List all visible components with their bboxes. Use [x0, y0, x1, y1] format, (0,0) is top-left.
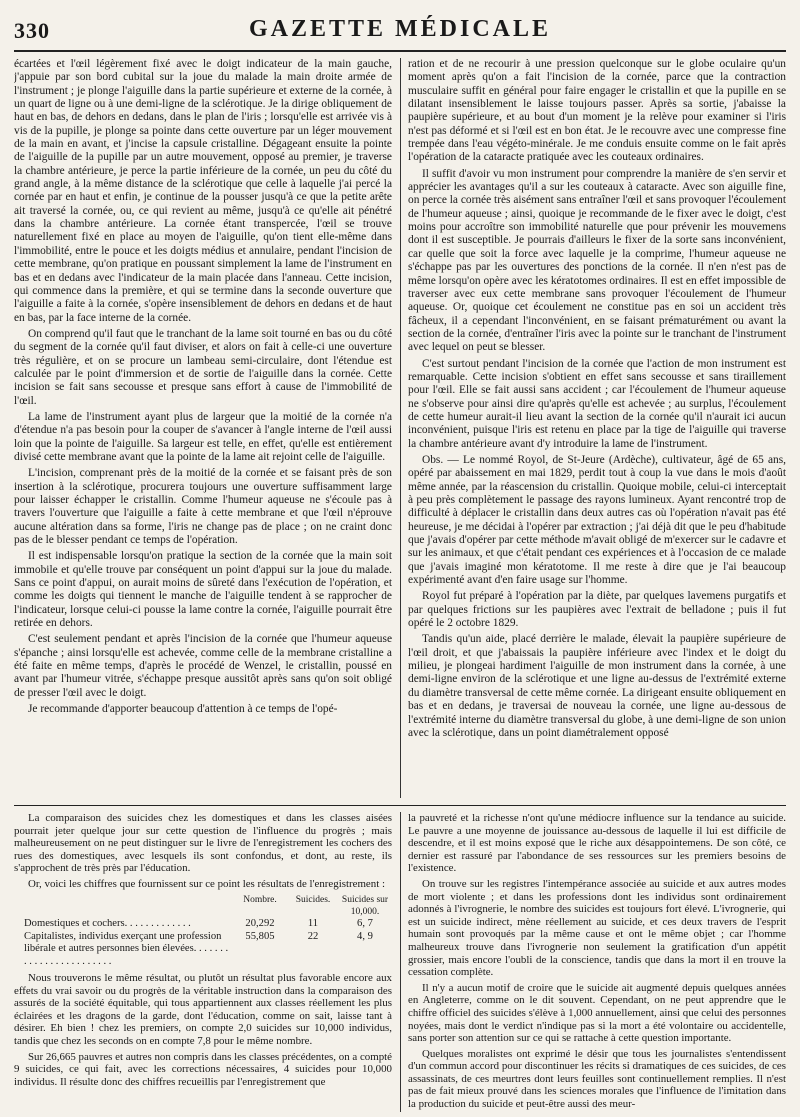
row-label: Domestiques et cochers. . . . . . . . . . . . . [24, 918, 191, 930]
header-number: Nombre. [243, 894, 277, 905]
paragraph: Royol fut préparé à l'opération par la diète, par quelques lavemens purgatifs et par quelques frictions sur les paupières avec l'extrait de belladone ; puis il fut opéré le 2 octobre 1829. [408, 590, 786, 630]
header-suicides: Suicides. [295, 894, 331, 905]
paragraph: Or, voici les chiffres que fournissent sur ce point les résultats de l'enregistrement : [28, 877, 385, 890]
article-columns [14, 58, 786, 798]
paragraph: L'incision, comprenant près de la moitié de la cornée et se faisant près de son insertion à la sclérotique, procurera toujours une ouverture suffisamment large pour laisser échapper le cristallin. Comme l'humeur aqueuse ne s'écoule pas à travers l'ouverture que l'aiguille a faite à cette membrane et que l'œil n'éprouve aucune altération dans sa forme, l'iris ne change pas de place ; on ne craint donc pas de le blesser pendant ce temps de l'opération. [14, 467, 392, 547]
paragraph: la pauvreté et la richesse n'ont qu'une médiocre influence sur la tendance au suicide. Le pauvre a une moyenne de jouissance au-dessous de laquelle il lui est difficile de descendre, et il est moins exposé que le riche aux désappointemens. De son côté, ce dernier est rassuré par l'abondance de ses ressources sur les premiers besoins de l'existence. [408, 812, 786, 875]
paragraph: Je recommande d'apporter beaucoup d'attention à ce temps de l'opé- [28, 703, 338, 716]
right-column [408, 58, 786, 798]
paragraph: Il suffit d'avoir vu mon instrument pour comprendre la manière de s'en servir et apprécier les avantages qu'il a sur les couteaux à cataracte. Avec son aiguille fine, on perce la cornée très aisément sans entraîner l'œil et sans provoquer l'écoulement de l'humeur aqueuse ; ainsi, quoique je recommande de le fixer avec le doigt, c'est moins pour accroître son immobilité naturelle que pour prévenir les mouvemens dont il est susceptible. Je pourrais d'ailleurs le fixer de la sorte sans inconvénient, car quelle que soit la force avec laquelle je la comprime, l'humeur aqueuse ne s'échappe pas par les ouvertures des ponctions de la cornée. Il n'en n'est pas de même lorsqu'on opère avec les kératotomes ordinaires. Il est en effet impossible de traverser avec eux cette membrane sans provoquer l'écoulement de l'humeur aqueuse. Or, quoique cet écoulement ne constitue pas en soi un accident très fâcheux, il a cependant l'inconvénient, en se faisant prématurément ou avant la section de la cornée, d'entraîner l'iris avec la pointe sur le tranchant de l'instrument avec lequel on peut se blesser. [408, 167, 786, 354]
left-column [14, 58, 392, 798]
page-header [14, 10, 786, 52]
paragraph: C'est surtout pendant l'incision de la cornée que l'action de mon instrument est remarquable. Cette incision s'obtient en effet sans secousse et sans tiraillement pour l'œil. Elle se fait aussi sans accident ; car l'écoulement de l'humeur aqueuse ne s'observe pour ainsi dire qu'après qu'elle est achevée ; au surplus, l'écoulement de cette humeur aurait-il lieu avant la section de la cornée qu'il n'aurait ici aucun inconvénient, puisque l'iris est retenu en place par la tige de l'aiguille qui traverse la chambre antérieure avant d'y introduire la lame de l'instrument. [408, 357, 786, 450]
section-separator [14, 805, 786, 806]
column-divider [400, 58, 401, 798]
row-per-10000: 6, 7 [357, 918, 373, 930]
journal-title: GAZETTE MÉDICALE [248, 16, 552, 42]
paragraph: ration et de ne recourir à une pression quelconque sur le globe oculaire qu'un moment après qu'on a fait l'incision de la cornée, parce que la contraction musculaire suffit en général pour faire engager le cristallin et que la pupille en se dilatant insensiblement le laisse toujours passer. Après sa sortie, j'abaisse la paupière supérieure, et au bout d'un moment je la relève pour examiner si l'iris n'est pas déformé et si l'œil est en bon état. Je le recouvre avec une compresse fine trempée dans l'eau végéto-minérale. Je me conduis ensuite comme on le fait après l'opération de la cataracte pratiquée avec les couteaux ordinaires. [408, 58, 786, 164]
bottom-article-columns [14, 812, 786, 1112]
paragraph: Il est indispensable lorsqu'on pratique la section de la cornée que la main soit immobile et qu'elle trouve par conséquent un point d'appui sur la joue du malade. Sans ce point d'appui, on aurait moins de sûreté dans l'exécution de l'opération, et comme les doigts qui tiennent le manche de l'aiguille tendent à se rapprocher de l'indicateur, lorsque celui-ci pousse la lame contre la cornée, l'aiguille pourrait être retirée en dehors. [14, 550, 392, 630]
row-suicides: 11 [307, 918, 319, 930]
table-row [14, 931, 392, 968]
bottom-right-column [408, 812, 786, 1112]
paragraph: La lame de l'instrument ayant plus de largeur que la moitié de la cornée n'a d'étendue n'a pas besoin pour la couper de s'avancer à l'angle interne de l'œil aussi loin que la pointe de l'aiguille. Sa largeur est telle, en effet, qu'elle est entièrement divisé cette membrane avant que la pointe de la lame ait rejoint celle de l'aiguille. [14, 410, 392, 463]
row-number: 20,292 [245, 918, 275, 930]
paragraph: Quelques moralistes ont exprimé le désir que tous les journalistes s'entendissent d'un commun accord pour discontinuer les récits si dramatiques de ces suicides, de ces assassinats, de ces meurtres dont leurs feuilles sont continuellement remplies. Il n'est pas de fait mieux prouvé dans les sciences morales que l'influence de l'imitation dans la production du suicide et peut-être aussi des meur- [408, 1047, 786, 1111]
paragraph: écartées et l'œil légèrement fixé avec le doigt indicateur de la main gauche, j'appuie par son bord cubital sur la joue du malade la main droite armée de l'instrument ; je plonge l'aiguille dans la partie supérieure et externe de la cornée, à un quart de ligne ou à une demi-ligne de la sclérotique. Je la dirige obliquement de haut en bas, de dehors en dedans, dans le plan de l'iris ; lorsqu'elle est arrivée vis à vis de la pupille, je plonge sa pointe dans cette ouverture par un léger mouvement de la main en avant, et j'incise la capsule cristalline. Dégageant ensuite la pointe de l'aiguille de la pupille par un autre mouvement, opposé au premier, je traverse la chambre antérieure, je perce la partie inférieure de la cornée, un peu du côté du grand angle, à la même distance de la sclérotique que celle à laquelle j'ai percé la cornée par en haut et enfin, je continue de la pousser jusqu'à ce que la petite arête ait traversé la cornée, ou, ce qui revient au même, jusqu'à ce qu'elle ait pénétré dans la chambre antérieure. La cornée étant transpercée, l'œil se trouve naturellement fixé en place au moyen de l'aiguille, qu'on tient elle-même dans l'immobilité, entre le pouce et les doigts médius et annulaire, pendant l'incision de cette membrane, qu'on pratique en poussant simplement la lame de l'instrument en bas et en dedans avec l'indicateur de la main placée dans l'anneau. Cette incision, qui commence dans la première, et qui se termine dans la seconde ouverture que l'aiguille a faite à la cornée, s'opère insensiblement de dehors en dedans et de haut en bas, par la face interne de la cornée. [14, 58, 392, 324]
page-number: 330 [14, 18, 50, 43]
row-suicides: 22 [307, 930, 319, 942]
row-label: Capitalistes, individus exerçant une profession libérale et autres personnes bien élevées. . . . . . . . . . . . . . . . . . . . . . . . [24, 930, 229, 967]
bottom-left-column [14, 812, 392, 1112]
paragraph: C'est seulement pendant et après l'incision de la cornée que l'humeur aqueuse s'épanche ; ainsi lorsqu'elle est achevée, comme celle de la membrane cristalline a été faite en même temps, d'après le procédé de Wenzel, le cristallin, poussé en avant par l'humeur vitrée, s'échappe presque aussitôt après sans qu'on soit obligé de presser l'œil avec le doigt. [14, 633, 392, 699]
paragraph: La comparaison des suicides chez les domestiques et dans les classes aisées pourrait jeter quelque jour sur cette question de l'influence du progrès ; mais malheureusement on ne peut distinguer sur le livre de l'enregistrement les cochers des rues des domestiques, avec lesquels ils sont confondus, et dont, au reste, ils s'approchent de très près par l'éducation. [14, 812, 392, 875]
paragraph: Sur 26,665 pauvres et autres non compris dans les classes précédentes, on a compté 9 suicides, ce qui fait, avec les corrections nécessaires, 4 suicides pour 10,000 individus. Il résulte donc des chiffres recueillis par l'enregistrement que [14, 1050, 392, 1088]
paragraph: Tandis qu'un aide, placé derrière le malade, élevait la paupière supérieure de l'œil droit, et que j'abaissais la paupière inférieure avec l'index et le doigt du milieu, je plongeai hardiment l'aiguille de mon instrument dans la cornée, à une demi-ligne environ de la sclérotique et une ligne au-dessus de l'extrémité externe du diamètre transversal de cette même cornée. La dirigeant ensuite obliquement en bas et en dedans, je traversai de nouveau la cornée, une ligne au-dessous de l'extrémité interne du diamètre transversal du globe, à une demi-ligne de son union avec la sclérotique, dans un point diamétralement opposé [408, 633, 786, 739]
table-row [14, 918, 392, 930]
paragraph: On comprend qu'il faut que le tranchant de la lame soit tourné en bas ou du côté du segment de la cornée qu'il faut diviser, et alors on fait à celle-ci une ouverture très régulière, et on se procure un lambeau semi-circulaire, dont l'étendue est calculée par le point d'immersion et de sortie de l'aiguille dans la cornée. Cette incision se fait sans secousse et presque sans effort à cause de l'immobilité de l'œil. [14, 327, 392, 407]
row-per-10000: 4, 9 [357, 930, 373, 942]
paragraph: Nous trouverons le même résultat, ou plutôt un résultat plus favorable encore aux effets du vrai savoir ou du progrès de la véritable instruction dans la comparaison des assurés de la société équitable, qui tous appartiennent aux classes réellement les plus éclairées et les dragons de la garde, dont l'éducation, comme on sait, laisse tant à désirer. Eh bien ! chez les premiers, on compte 2,0 suicides sur 10,000 individus, tandis que chez les seconds on en compte 7,8 pour le même nombre. [14, 972, 392, 1047]
paragraph: On trouve sur les registres l'intempérance associée au suicide et aux autres modes de mort violente ; et dans les professions dont les individus sont ordinairement adonnés à l'ivrognerie, le nombre des suicides est toujours fort élevé. L'ivrognerie, qui est un suicide indirect, mène réellement au suicide, et ces deux travers de l'esprit humain sont provoqués par la même cause et ont le même objet ; car l'homme malheureux trouve dans l'ivrognerie non seulement la gratification d'un appétit grossier, mais encore l'oubli de la conscience, tandis que dans la mort il en trouve la cessation complète. [408, 877, 786, 979]
suicide-statistics-table [14, 894, 392, 968]
column-divider [400, 812, 401, 1112]
paragraph: Il n'y a aucun motif de croire que le suicide ait augmenté depuis quelques années en Angleterre, comme on le dit souvent. Cependant, on ne peut apprendre que le chiffre officiel des suicides s'élève à 1,000 annuellement, ainsi que celui des personnes noyées, mais dont le verdict n'indique pas si la mort a été volontaire ou accidentelle, sans porter son attention sur ce qui se rattache à cette question importante. [408, 981, 786, 1045]
table-header [14, 894, 392, 919]
row-number: 55,805 [245, 930, 275, 942]
observation-paragraph: Obs. — Le nommé Royol, de St-Jeure (Ardèche), cultivateur, âgé de 65 ans, opéré par abaissement en mai 1829, perdit tout à coup la vue dans le mois d'août même année, par la réascension du cristallin. Quoique mobile, celui-ci interceptait à peu près complètement le passage des rayons lumineux. Ayant rencontré trop de difficulté à déplacer le cristallin dans deux autres cas où l'opération n'avait pas été heureuse, je me décidai à l'opérer par extraction ; j'ai déjà dit que le peu d'habitude que j'avais d'opérer par cette méthode m'avait obligé de m'exercer sur le cadavre et sur les animaux, et que c'était pendant ces expériences et à l'occasion de ce malade que j'avais imaginé mon kératotome. Il me reste à dire que je l'ai beaucoup expérimenté avant d'en faire usage sur l'homme. [408, 453, 786, 587]
header-suicides-per-10000: Suicides sur 10,000. [341, 894, 389, 917]
